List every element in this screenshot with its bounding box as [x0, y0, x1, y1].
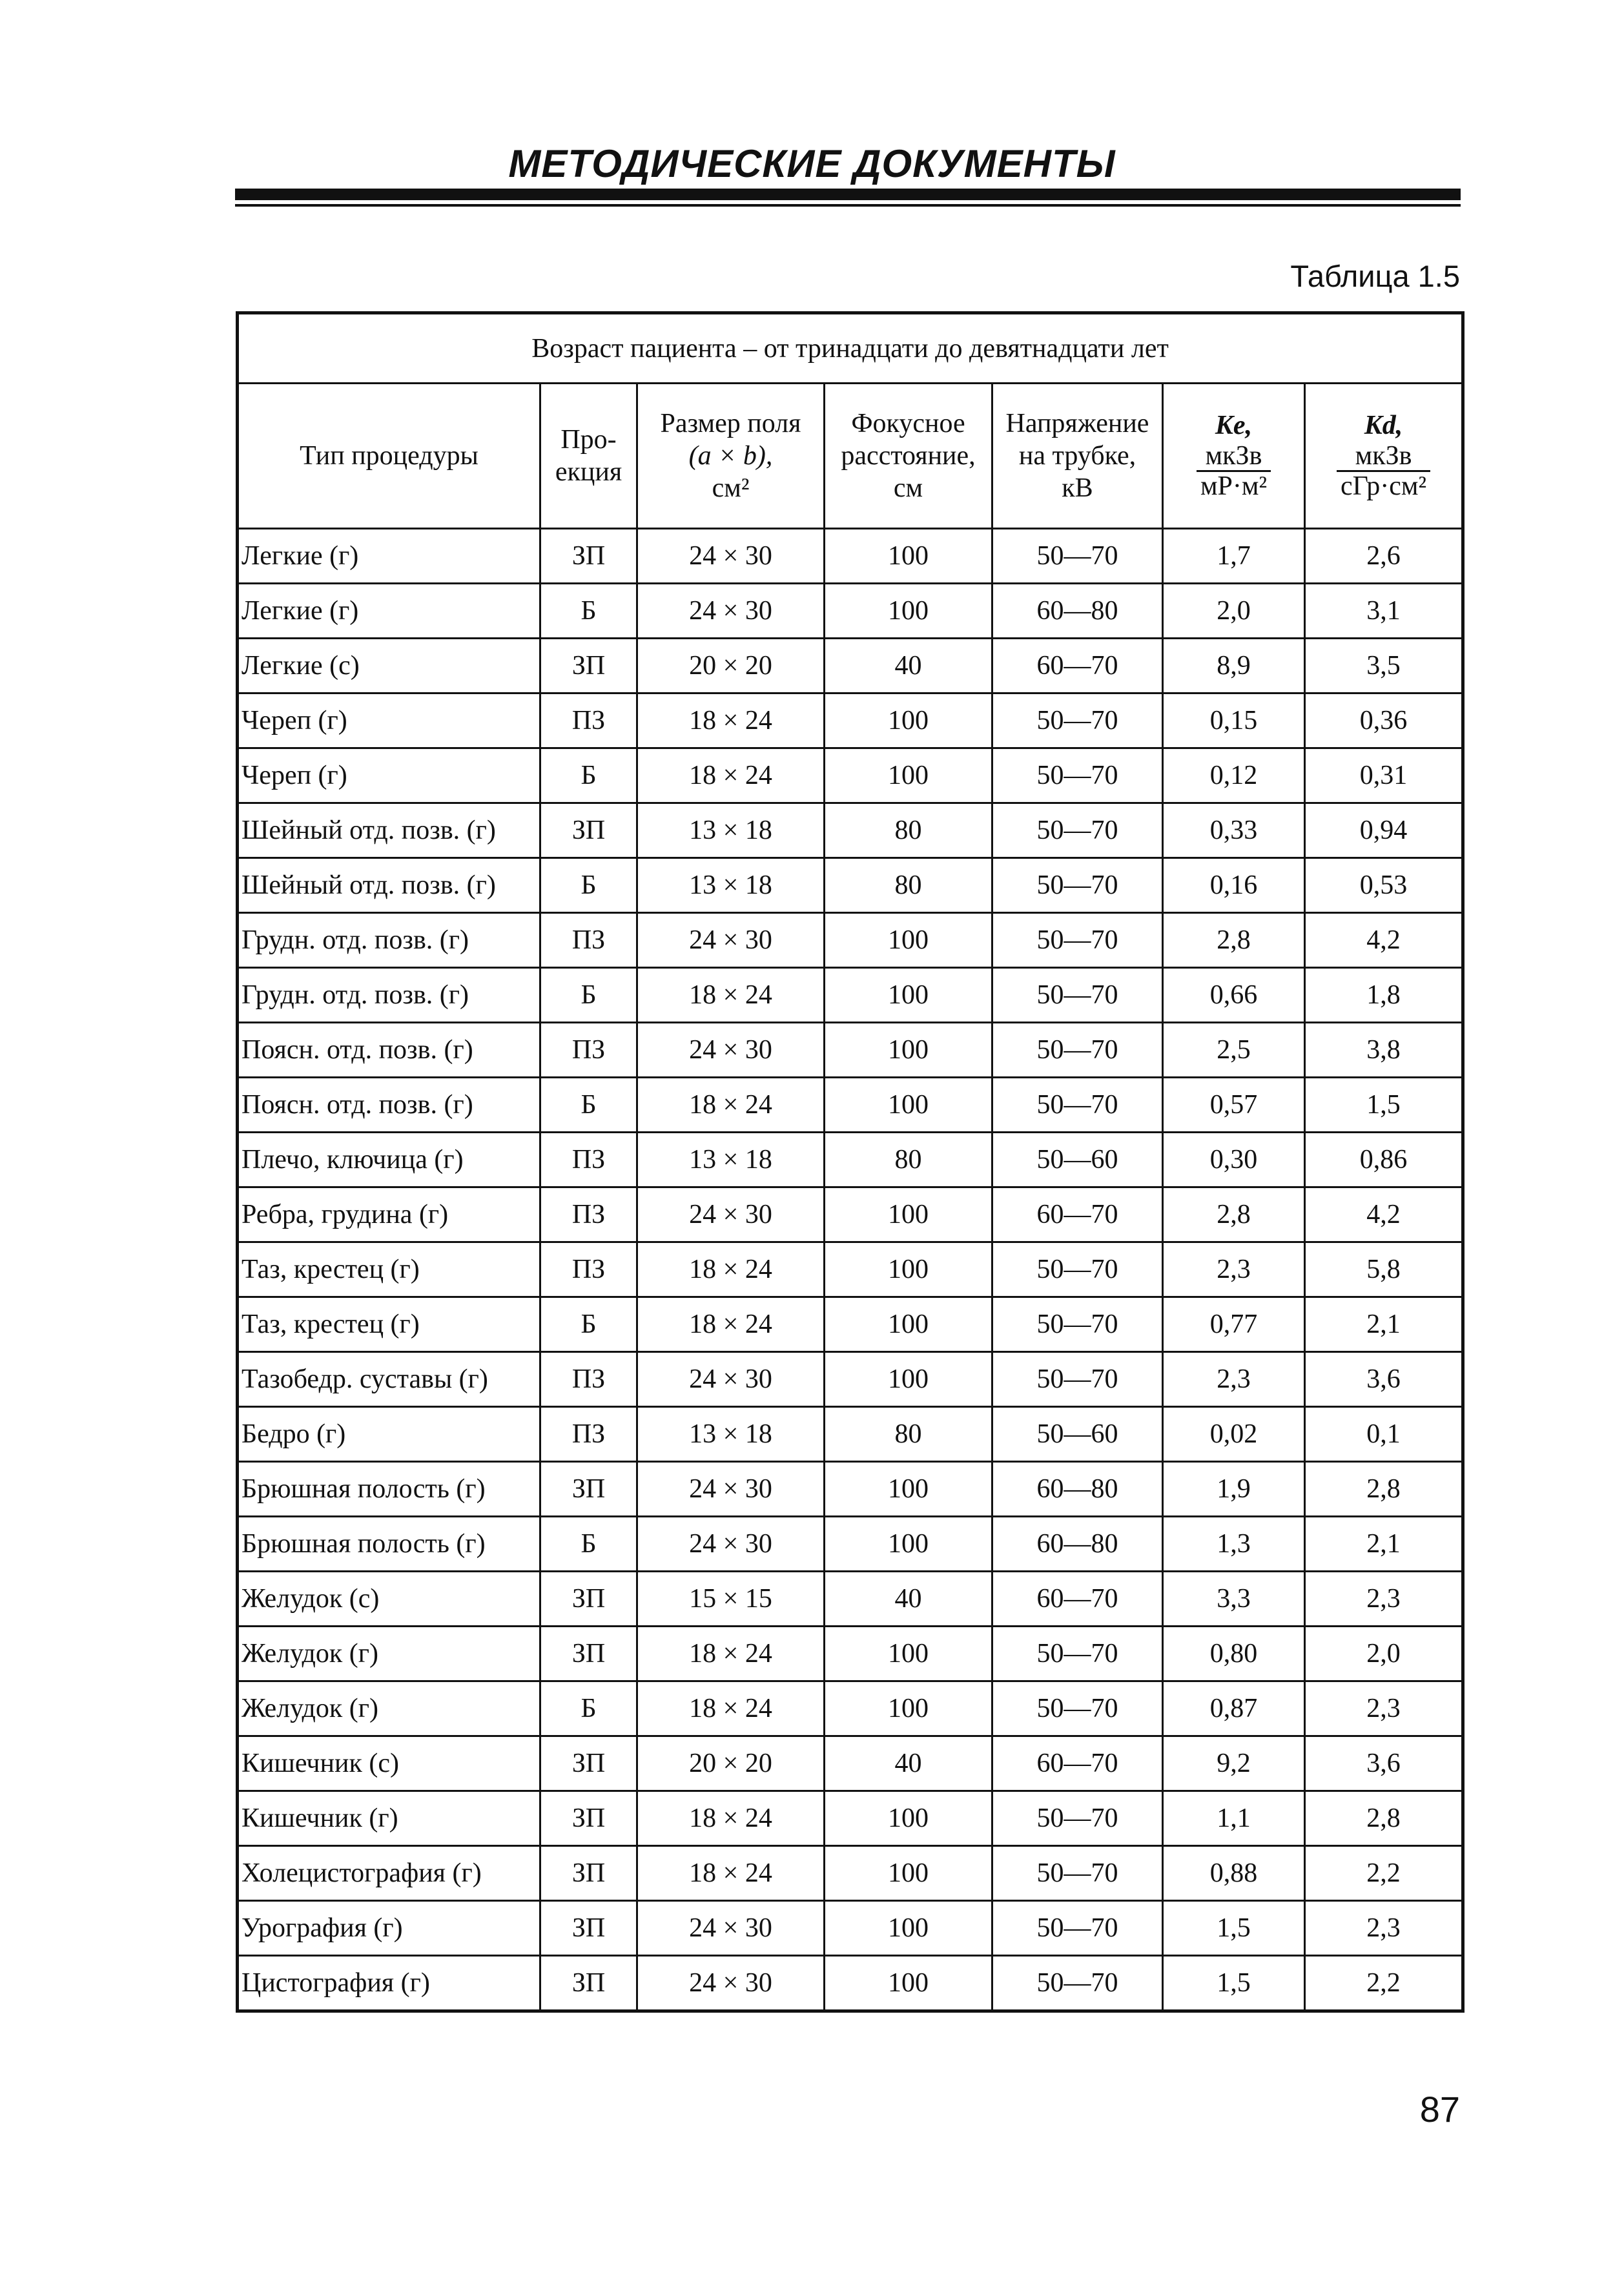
cell-field-size: 18 × 24	[637, 968, 825, 1023]
col-header-voltage-line: на трубке,	[1018, 441, 1136, 471]
cell-focal-distance: 100	[825, 1297, 992, 1352]
cell-ke: 2,3	[1163, 1242, 1305, 1297]
kd-unit-numerator: мкЗв	[1337, 442, 1430, 472]
cell-field-size: 18 × 24	[637, 1791, 825, 1846]
cell-voltage: 50—70	[992, 693, 1163, 748]
cell-voltage: 60—80	[992, 1462, 1163, 1517]
cell-procedure: Брюшная полость (г)	[238, 1462, 540, 1517]
col-header-field-size	[637, 384, 825, 529]
cell-voltage: 50—70	[992, 1078, 1163, 1133]
cell-projection: ЗП	[540, 1791, 637, 1846]
cell-ke: 0,02	[1163, 1407, 1305, 1462]
table-row	[238, 1791, 1463, 1846]
age-caption: Возраст пациента – от тринадцати до девятнадцати лет	[238, 313, 1463, 384]
cell-kd: 0,94	[1305, 803, 1463, 858]
table-row	[238, 1956, 1463, 2011]
cell-ke: 2,0	[1163, 584, 1305, 639]
cell-voltage: 60—70	[992, 639, 1163, 693]
cell-projection: Б	[540, 1517, 637, 1572]
cell-procedure: Холецистография (г)	[238, 1846, 540, 1901]
table-row	[238, 1517, 1463, 1572]
cell-focal-distance: 40	[825, 1736, 992, 1791]
table-row	[238, 1352, 1463, 1407]
cell-focal-distance: 100	[825, 529, 992, 584]
table-row	[238, 1627, 1463, 1681]
col-header-focal-distance	[825, 384, 992, 529]
cell-procedure: Желудок (г)	[238, 1681, 540, 1736]
cell-voltage: 60—70	[992, 1187, 1163, 1242]
cell-ke: 0,66	[1163, 968, 1305, 1023]
cell-kd: 0,53	[1305, 858, 1463, 913]
cell-field-size: 24 × 30	[637, 1901, 825, 1956]
cell-voltage: 50—70	[992, 803, 1163, 858]
cell-projection: Б	[540, 1681, 637, 1736]
cell-field-size: 20 × 20	[637, 1736, 825, 1791]
cell-voltage: 50—70	[992, 1846, 1163, 1901]
cell-field-size: 24 × 30	[637, 529, 825, 584]
cell-field-size: 18 × 24	[637, 1681, 825, 1736]
cell-focal-distance: 100	[825, 968, 992, 1023]
header-rule-thin	[235, 204, 1461, 207]
cell-ke: 0,16	[1163, 858, 1305, 913]
cell-projection: ЗП	[540, 1846, 637, 1901]
table-row	[238, 1133, 1463, 1187]
cell-field-size: 15 × 15	[637, 1572, 825, 1627]
cell-ke: 8,9	[1163, 639, 1305, 693]
table-row	[238, 693, 1463, 748]
col-header-projection	[540, 384, 637, 529]
cell-voltage: 50—70	[992, 1791, 1163, 1846]
cell-voltage: 60—80	[992, 584, 1163, 639]
kd-unit-fraction	[1337, 442, 1430, 500]
cell-voltage: 50—70	[992, 748, 1163, 803]
cell-kd: 4,2	[1305, 1187, 1463, 1242]
cell-ke: 0,12	[1163, 748, 1305, 803]
cell-projection: ЗП	[540, 1901, 637, 1956]
cell-ke: 1,3	[1163, 1517, 1305, 1572]
cell-field-size: 18 × 24	[637, 1297, 825, 1352]
col-header-procedure	[238, 384, 540, 529]
cell-projection: Б	[540, 1297, 637, 1352]
cell-ke: 2,5	[1163, 1023, 1305, 1078]
cell-field-size: 24 × 30	[637, 1462, 825, 1517]
cell-projection: ЗП	[540, 1572, 637, 1627]
cell-focal-distance: 40	[825, 639, 992, 693]
cell-procedure: Таз, крестец (г)	[238, 1297, 540, 1352]
cell-ke: 9,2	[1163, 1736, 1305, 1791]
cell-kd: 2,2	[1305, 1846, 1463, 1901]
kd-symbol: Kd,	[1364, 411, 1403, 440]
col-header-voltage-line: Напряжение	[1005, 409, 1149, 438]
cell-focal-distance: 100	[825, 1462, 992, 1517]
cell-kd: 2,0	[1305, 1627, 1463, 1681]
col-header-field-size-line: (a × b),	[688, 441, 773, 471]
table-row	[238, 968, 1463, 1023]
cell-kd: 2,8	[1305, 1462, 1463, 1517]
cell-kd: 2,6	[1305, 529, 1463, 584]
cell-procedure: Шейный отд. позв. (г)	[238, 858, 540, 913]
cell-field-size: 24 × 30	[637, 1517, 825, 1572]
cell-procedure: Легкие (с)	[238, 639, 540, 693]
cell-ke: 0,30	[1163, 1133, 1305, 1187]
table-row	[238, 1846, 1463, 1901]
table-row	[238, 584, 1463, 639]
cell-field-size: 24 × 30	[637, 1023, 825, 1078]
ke-unit-numerator: мкЗв	[1197, 442, 1271, 472]
col-header-focal-line: расстояние,	[841, 441, 976, 471]
cell-voltage: 50—70	[992, 529, 1163, 584]
cell-field-size: 18 × 24	[637, 1078, 825, 1133]
ke-unit-denominator: мР·м²	[1200, 471, 1268, 501]
cell-procedure: Желудок (г)	[238, 1627, 540, 1681]
cell-voltage: 60—70	[992, 1736, 1163, 1791]
cell-procedure: Ребра, грудина (г)	[238, 1187, 540, 1242]
cell-voltage: 50—70	[992, 1242, 1163, 1297]
table-row	[238, 1023, 1463, 1078]
col-header-voltage	[992, 384, 1163, 529]
cell-focal-distance: 100	[825, 1352, 992, 1407]
cell-kd: 0,1	[1305, 1407, 1463, 1462]
cell-kd: 3,6	[1305, 1736, 1463, 1791]
cell-kd: 2,8	[1305, 1791, 1463, 1846]
cell-projection: ПЗ	[540, 1352, 637, 1407]
cell-procedure: Кишечник (г)	[238, 1791, 540, 1846]
cell-projection: ПЗ	[540, 693, 637, 748]
table-row	[238, 1187, 1463, 1242]
cell-projection: Б	[540, 968, 637, 1023]
cell-ke: 2,8	[1163, 913, 1305, 968]
table-row	[238, 1681, 1463, 1736]
cell-projection: Б	[540, 584, 637, 639]
cell-focal-distance: 80	[825, 1407, 992, 1462]
cell-voltage: 50—70	[992, 1627, 1163, 1681]
table-row	[238, 858, 1463, 913]
cell-ke: 0,88	[1163, 1846, 1305, 1901]
col-header-projection-line: екция	[555, 457, 622, 487]
cell-ke: 0,57	[1163, 1078, 1305, 1133]
header-rule	[235, 189, 1461, 200]
running-header: МЕТОДИЧЕСКИЕ ДОКУМЕНТЫ	[508, 142, 1116, 185]
cell-field-size: 18 × 24	[637, 1242, 825, 1297]
cell-procedure: Поясн. отд. позв. (г)	[238, 1078, 540, 1133]
cell-focal-distance: 100	[825, 1023, 992, 1078]
cell-projection: ПЗ	[540, 1023, 637, 1078]
cell-field-size: 20 × 20	[637, 639, 825, 693]
table-row	[238, 1462, 1463, 1517]
cell-focal-distance: 100	[825, 693, 992, 748]
cell-voltage: 50—60	[992, 1133, 1163, 1187]
cell-projection: Б	[540, 748, 637, 803]
cell-kd: 4,2	[1305, 913, 1463, 968]
cell-procedure: Кишечник (с)	[238, 1736, 540, 1791]
cell-ke: 1,9	[1163, 1462, 1305, 1517]
table-row	[238, 913, 1463, 968]
cell-field-size: 13 × 18	[637, 803, 825, 858]
cell-field-size: 18 × 24	[637, 1846, 825, 1901]
cell-projection: ЗП	[540, 529, 637, 584]
col-header-voltage-line: кВ	[1062, 473, 1093, 503]
cell-kd: 2,3	[1305, 1681, 1463, 1736]
cell-ke: 0,33	[1163, 803, 1305, 858]
cell-ke: 2,3	[1163, 1352, 1305, 1407]
cell-voltage: 50—70	[992, 1681, 1163, 1736]
col-header-procedure-label: Тип процедуры	[300, 441, 478, 471]
cell-kd: 2,1	[1305, 1297, 1463, 1352]
cell-kd: 3,1	[1305, 584, 1463, 639]
cell-procedure: Легкие (г)	[238, 529, 540, 584]
cell-kd: 3,6	[1305, 1352, 1463, 1407]
cell-procedure: Легкие (г)	[238, 584, 540, 639]
cell-procedure: Желудок (с)	[238, 1572, 540, 1627]
cell-kd: 2,2	[1305, 1956, 1463, 2011]
cell-ke: 1,5	[1163, 1956, 1305, 2011]
cell-focal-distance: 100	[825, 1791, 992, 1846]
cell-projection: ЗП	[540, 1956, 637, 2011]
cell-voltage: 50—70	[992, 1352, 1163, 1407]
cell-focal-distance: 100	[825, 1901, 992, 1956]
cell-ke: 0,87	[1163, 1681, 1305, 1736]
cell-projection: ЗП	[540, 803, 637, 858]
cell-focal-distance: 100	[825, 1681, 992, 1736]
table-row	[238, 1297, 1463, 1352]
cell-voltage: 50—70	[992, 1297, 1163, 1352]
cell-projection: ПЗ	[540, 1187, 637, 1242]
col-header-field-size-line: Размер поля	[660, 409, 801, 438]
cell-focal-distance: 100	[825, 1846, 992, 1901]
cell-focal-distance: 100	[825, 1242, 992, 1297]
cell-voltage: 50—70	[992, 913, 1163, 968]
cell-focal-distance: 40	[825, 1572, 992, 1627]
cell-focal-distance: 100	[825, 1187, 992, 1242]
ke-unit-fraction	[1197, 442, 1271, 500]
col-header-field-size-line: см²	[712, 473, 750, 503]
col-header-focal-line: Фокусное	[851, 409, 965, 438]
cell-ke: 0,80	[1163, 1627, 1305, 1681]
table-row	[238, 803, 1463, 858]
cell-focal-distance: 80	[825, 803, 992, 858]
cell-ke: 1,7	[1163, 529, 1305, 584]
cell-kd: 1,8	[1305, 968, 1463, 1023]
cell-ke: 0,15	[1163, 693, 1305, 748]
cell-field-size: 24 × 30	[637, 584, 825, 639]
cell-field-size: 24 × 30	[637, 1187, 825, 1242]
cell-projection: ПЗ	[540, 913, 637, 968]
cell-ke: 3,3	[1163, 1572, 1305, 1627]
cell-kd: 2,3	[1305, 1572, 1463, 1627]
cell-projection: Б	[540, 858, 637, 913]
cell-projection: ПЗ	[540, 1407, 637, 1462]
table-row	[238, 748, 1463, 803]
cell-kd: 0,31	[1305, 748, 1463, 803]
cell-procedure: Грудн. отд. позв. (г)	[238, 968, 540, 1023]
cell-focal-distance: 100	[825, 1517, 992, 1572]
cell-voltage: 50—70	[992, 1023, 1163, 1078]
cell-focal-distance: 100	[825, 1627, 992, 1681]
page-number: 87	[1419, 2089, 1460, 2130]
cell-field-size: 24 × 30	[637, 913, 825, 968]
cell-focal-distance: 100	[825, 748, 992, 803]
table-body	[238, 529, 1463, 2011]
cell-projection: ЗП	[540, 1627, 637, 1681]
cell-procedure: Урография (г)	[238, 1901, 540, 1956]
cell-procedure: Шейный отд. позв. (г)	[238, 803, 540, 858]
col-header-focal-line: см	[893, 473, 923, 503]
cell-focal-distance: 100	[825, 584, 992, 639]
cell-kd: 0,36	[1305, 693, 1463, 748]
cell-kd: 5,8	[1305, 1242, 1463, 1297]
cell-projection: ПЗ	[540, 1242, 637, 1297]
cell-field-size: 13 × 18	[637, 1133, 825, 1187]
cell-procedure: Бедро (г)	[238, 1407, 540, 1462]
kd-unit-denominator: сГр·см²	[1341, 471, 1427, 501]
table-row	[238, 1242, 1463, 1297]
table-row	[238, 1736, 1463, 1791]
col-header-ke	[1163, 384, 1305, 529]
table-row	[238, 1572, 1463, 1627]
cell-procedure: Таз, крестец (г)	[238, 1242, 540, 1297]
cell-procedure: Плечо, ключица (г)	[238, 1133, 540, 1187]
cell-kd: 3,8	[1305, 1023, 1463, 1078]
cell-kd: 0,86	[1305, 1133, 1463, 1187]
cell-field-size: 18 × 24	[637, 1627, 825, 1681]
col-header-kd	[1305, 384, 1463, 529]
cell-ke: 1,5	[1163, 1901, 1305, 1956]
table-row	[238, 529, 1463, 584]
cell-field-size: 13 × 18	[637, 1407, 825, 1462]
cell-field-size: 18 × 24	[637, 693, 825, 748]
cell-procedure: Грудн. отд. позв. (г)	[238, 913, 540, 968]
cell-procedure: Брюшная полость (г)	[238, 1517, 540, 1572]
cell-ke: 1,1	[1163, 1791, 1305, 1846]
cell-projection: ЗП	[540, 1462, 637, 1517]
col-header-projection-line: Про-	[560, 425, 617, 455]
cell-voltage: 50—70	[992, 858, 1163, 913]
cell-voltage: 50—60	[992, 1407, 1163, 1462]
cell-procedure: Череп (г)	[238, 748, 540, 803]
cell-field-size: 24 × 30	[637, 1352, 825, 1407]
cell-projection: ЗП	[540, 639, 637, 693]
cell-kd: 3,5	[1305, 639, 1463, 693]
cell-voltage: 50—70	[992, 1901, 1163, 1956]
table-row	[238, 1407, 1463, 1462]
cell-ke: 2,8	[1163, 1187, 1305, 1242]
table-row	[238, 1078, 1463, 1133]
cell-kd: 2,3	[1305, 1901, 1463, 1956]
ke-symbol: Ke,	[1215, 411, 1253, 440]
cell-field-size: 13 × 18	[637, 858, 825, 913]
table-caption: Таблица 1.5	[1290, 259, 1460, 293]
cell-focal-distance: 100	[825, 1956, 992, 2011]
cell-field-size: 24 × 30	[637, 1956, 825, 2011]
cell-voltage: 50—70	[992, 1956, 1163, 2011]
cell-focal-distance: 80	[825, 1133, 992, 1187]
cell-voltage: 50—70	[992, 968, 1163, 1023]
cell-procedure: Поясн. отд. позв. (г)	[238, 1023, 540, 1078]
cell-focal-distance: 80	[825, 858, 992, 913]
cell-projection: Б	[540, 1078, 637, 1133]
cell-field-size: 18 × 24	[637, 748, 825, 803]
cell-kd: 2,1	[1305, 1517, 1463, 1572]
cell-focal-distance: 100	[825, 913, 992, 968]
cell-projection: ПЗ	[540, 1133, 637, 1187]
table-row	[238, 1901, 1463, 1956]
dose-coefficient-table	[236, 311, 1465, 2013]
cell-voltage: 60—70	[992, 1572, 1163, 1627]
cell-procedure: Цистография (г)	[238, 1956, 540, 2011]
cell-projection: ЗП	[540, 1736, 637, 1791]
table-row	[238, 639, 1463, 693]
cell-procedure: Череп (г)	[238, 693, 540, 748]
cell-focal-distance: 100	[825, 1078, 992, 1133]
cell-kd: 1,5	[1305, 1078, 1463, 1133]
cell-procedure: Тазобедр. суставы (г)	[238, 1352, 540, 1407]
cell-voltage: 60—80	[992, 1517, 1163, 1572]
cell-ke: 0,77	[1163, 1297, 1305, 1352]
